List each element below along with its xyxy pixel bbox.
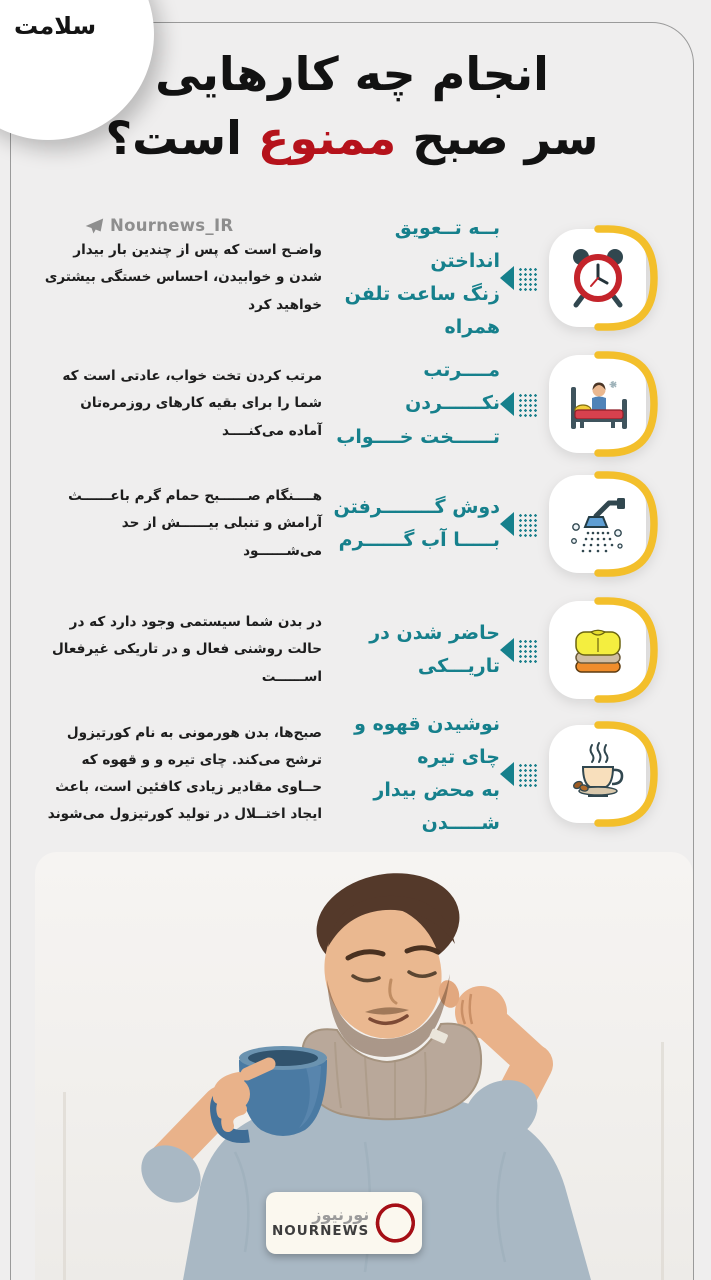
title-highlight-word: ممنوع <box>257 111 397 166</box>
logo-persian-name: نورنیوز <box>312 1205 370 1225</box>
item-row-alarm <box>38 216 668 339</box>
item-title-line2: به محض بیدار شـــــدن <box>373 779 500 835</box>
dot-grid-icon <box>517 638 539 663</box>
item-title-line2: زنگ ساعت تلفن همراه <box>344 283 500 339</box>
item-title-line1: نوشیدن قهوه و چای تیره <box>354 712 500 768</box>
dot-grid-icon <box>517 762 539 787</box>
left-triangle-icon <box>500 762 514 786</box>
item-title-line1: بــه تــعویق انداختن <box>394 216 500 272</box>
item-description: مرتب کردن تخت خواب، عادتی است که شما را برای بقیه کارهای روزمره‌تان آماده می‌کنــــد <box>62 368 322 439</box>
left-triangle-icon <box>500 392 514 416</box>
item-title-line1: حاضر شدن در تاریـــکی <box>369 621 500 677</box>
title-line2-pre: سر صبح <box>396 111 599 166</box>
health-badge-label: سلامت <box>14 12 97 40</box>
alarm-clock-icon <box>546 223 668 333</box>
shower-icon <box>546 469 668 579</box>
item-title <box>322 354 500 454</box>
left-triangle-icon <box>500 638 514 662</box>
item-description: واضـح است که پس از چندین بار بیدار شدن و خوابیدن، احساس خستگی بیشتری خواهید کرد <box>44 242 322 313</box>
item-title-line1: مــــرتب نکــــــردن <box>405 359 500 415</box>
arrow-marker-icon <box>500 266 546 291</box>
item-title <box>322 617 500 684</box>
item-title <box>322 212 500 345</box>
item-description: هــــنگام صــــــبح حمام گرم باعــــــث آرامش و تنبلی بیــــــش از حد می‌شــــــود <box>68 488 322 559</box>
item-title <box>322 708 500 841</box>
telegram-handle-text: Nournews_IR <box>110 216 234 235</box>
item-row-bed <box>38 348 668 460</box>
nournews-logo <box>266 1192 422 1254</box>
arrow-marker-icon <box>500 762 546 787</box>
dot-grid-icon <box>517 266 539 291</box>
folded-clothes-icon <box>546 595 668 705</box>
coffee-cup-icon <box>546 719 668 829</box>
swirl-logo-icon <box>375 1199 416 1247</box>
item-title-line2: بـــــا آب گــــــرم <box>338 529 500 551</box>
item-description: در بدن شما سیستمی وجود دارد که در حالت روشنی فعال و در تاریکی غیرفعال اســــــت <box>51 614 322 685</box>
item-description: صبح‌ها، بدن هورمونی به نام کورتیزول ترشح می‌کند. چای تیره و و قهوه که حــاوی مقادیر زیادی کافئین است، باعث ایجاد اختــلال در تولید کورتیزول می‌شوند <box>47 724 322 823</box>
item-title-line2: تــــــخت خــــواب <box>336 425 500 448</box>
item-row-clothes <box>38 594 668 706</box>
nournews-logo-text <box>272 1206 369 1240</box>
item-row-coffee <box>38 708 668 840</box>
item-title-line1: دوش گــــــــرفتن <box>333 495 500 518</box>
item-title <box>322 491 500 558</box>
arrow-marker-icon <box>500 392 546 417</box>
title-line1: انجام چه کارهایی <box>155 47 549 101</box>
dot-grid-icon <box>517 512 539 537</box>
arrow-marker-icon <box>500 512 546 537</box>
left-triangle-icon <box>500 266 514 290</box>
title-line2-post: است؟ <box>105 111 258 166</box>
left-triangle-icon <box>500 512 514 536</box>
bed-icon <box>546 349 668 459</box>
arrow-marker-icon <box>500 638 546 663</box>
item-row-shower <box>38 468 668 580</box>
dot-grid-icon <box>517 392 539 417</box>
logo-latin-name: NOURNEWS <box>272 1223 370 1240</box>
